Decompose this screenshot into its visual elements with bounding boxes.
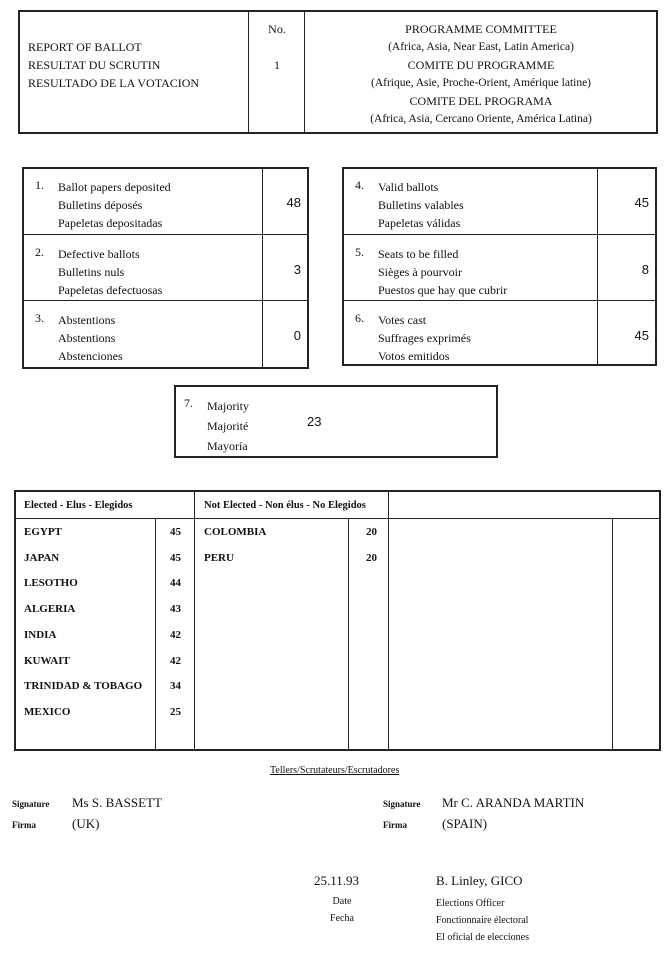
- committee-line: (Afrique, Asie, Proche-Orient, Amérique latine): [370, 77, 592, 89]
- officer-title-line: Elections Officer: [436, 898, 505, 909]
- divider: [304, 10, 305, 134]
- not-elected-country: PERU: [204, 551, 234, 564]
- stat-label: Bulletins déposés: [58, 198, 143, 212]
- report-title-fr: RESULTAT DU SCRUTIN: [28, 58, 161, 72]
- stat-label: Ballot papers deposited: [58, 180, 171, 194]
- stat-labels: [378, 311, 471, 365]
- elected-country: MEXICO: [24, 705, 71, 718]
- teller-left-name: Ms S. BASSETT: [72, 795, 162, 810]
- divider: [612, 518, 613, 751]
- stat-value: 0: [293, 328, 301, 343]
- stat-label: Abstentions: [58, 313, 116, 327]
- no-value: 1: [274, 58, 280, 72]
- officer-title-line: Fonctionnaire électoral: [436, 915, 529, 926]
- stat-value: 3: [293, 262, 301, 277]
- elected-header: Elected - Elus - Elegidos: [24, 500, 133, 511]
- teller-left-country: (UK): [72, 816, 100, 831]
- stat-label: Seats to be filled: [378, 247, 459, 261]
- divider: [155, 518, 156, 751]
- divider: [348, 518, 349, 751]
- signature-label: Signature: [12, 799, 50, 809]
- elected-votes: 42: [170, 654, 181, 667]
- elected-votes: 44: [170, 577, 181, 590]
- majority-label: Majority: [207, 399, 249, 413]
- stat-num: 4.: [355, 178, 364, 192]
- stat-labels: [58, 311, 123, 365]
- committee-line: (Africa, Asia, Near East, Latin America): [388, 41, 574, 53]
- divider: [262, 167, 263, 369]
- stat-label: Papeletas defectuosas: [58, 283, 163, 297]
- not-elected-votes: 20: [366, 551, 377, 564]
- stat-num: 5.: [355, 245, 364, 259]
- majority-labels: [207, 396, 249, 456]
- elected-votes: 45: [170, 551, 181, 564]
- committee-line: COMITE DEL PROGRAMA: [409, 94, 553, 108]
- stat-label: Abstentions: [58, 331, 116, 345]
- date-value: 25.11.93: [314, 873, 360, 888]
- majority-label: Mayoría: [207, 439, 248, 453]
- stat-labels: [378, 245, 507, 299]
- not-elected-votes: 20: [366, 526, 377, 538]
- fecha-label: Fecha: [330, 913, 354, 924]
- officer-title-line: El oficial de elecciones: [436, 932, 530, 943]
- elected-votes: 34: [170, 680, 181, 693]
- stat-num: 2.: [35, 245, 44, 259]
- divider: [342, 234, 657, 235]
- divider: [22, 300, 309, 301]
- majority-value: 23: [307, 414, 322, 429]
- elected-country: KUWAIT: [24, 654, 70, 667]
- elected-country: ALGERIA: [24, 603, 76, 616]
- stat-label: Sièges à pourvoir: [378, 265, 462, 279]
- stat-label: Bulletins valables: [378, 198, 464, 212]
- elected-votes: 42: [170, 628, 181, 641]
- stat-num: 3.: [35, 311, 44, 325]
- elected-country: INDIA: [24, 628, 57, 641]
- not-elected-country: COLOMBIA: [204, 526, 267, 538]
- stat-labels: [58, 178, 171, 232]
- not-elected-header: Not Elected - Non élus - No Elegidos: [204, 500, 366, 511]
- committee-line: (Africa, Asia, Cercano Oriente, América Latina): [370, 113, 592, 125]
- stat-label: Papeletas depositadas: [58, 216, 163, 230]
- divider: [248, 10, 249, 134]
- stat-label: Bulletins nuls: [58, 265, 125, 279]
- divider: [342, 300, 657, 301]
- firma-label: Firma: [12, 820, 36, 830]
- stat-num: 1.: [35, 178, 44, 192]
- report-title-en: REPORT OF BALLOT: [28, 40, 142, 54]
- stat-label: Suffrages exprimés: [378, 331, 471, 345]
- signature-label: Signature: [383, 799, 421, 809]
- stat-label: Puestos que hay que cubrir: [378, 283, 508, 297]
- committee-line: COMITE DU PROGRAMME: [407, 58, 555, 72]
- teller-right-country: (SPAIN): [442, 816, 488, 831]
- majority-num: 7.: [184, 396, 193, 410]
- officer-title: [436, 895, 529, 946]
- report-title-es: RESULTADO DE LA VOTACION: [28, 76, 200, 90]
- date-label: Date: [332, 896, 352, 907]
- stat-label: Votos emitidos: [378, 349, 450, 363]
- elected-country: LESOTHO: [24, 577, 78, 590]
- teller-right-name: Mr C. ARANDA MARTIN: [442, 795, 585, 810]
- divider: [194, 490, 195, 751]
- stat-value: 8: [641, 262, 649, 277]
- stat-label: Abstenciones: [58, 349, 123, 363]
- stat-label: Votes cast: [378, 313, 427, 327]
- divider: [14, 518, 661, 519]
- elected-country: TRINIDAD & TOBAGO: [24, 680, 143, 693]
- results-table: [14, 490, 661, 751]
- stat-labels: [378, 178, 464, 232]
- stat-value: 45: [634, 195, 649, 210]
- divider: [22, 234, 309, 235]
- stat-num: 6.: [355, 311, 364, 325]
- officer-name: B. Linley, GICO: [436, 873, 523, 888]
- firma-label: Firma: [383, 820, 407, 830]
- elected-votes: 25: [170, 705, 181, 718]
- elected-votes: 43: [170, 603, 181, 616]
- tellers-heading: Tellers/Scrutateurs/Escrutadores: [270, 765, 400, 776]
- divider: [388, 490, 389, 751]
- elected-country: JAPAN: [24, 551, 60, 564]
- committee-name: [306, 20, 656, 128]
- stat-label: Defective ballots: [58, 247, 140, 261]
- majority-label: Majorité: [207, 419, 249, 433]
- stat-label: Valid ballots: [378, 180, 439, 194]
- committee-line: PROGRAMME COMMITTEE: [405, 22, 557, 36]
- stat-value: 45: [634, 328, 649, 343]
- elected-country: EGYPT: [24, 526, 62, 538]
- stat-label: Papeletas válidas: [378, 216, 461, 230]
- elected-votes: 45: [170, 526, 181, 538]
- stat-labels: [58, 245, 162, 299]
- no-label: No.: [268, 22, 286, 36]
- divider: [597, 167, 598, 366]
- stat-value: 48: [286, 195, 301, 210]
